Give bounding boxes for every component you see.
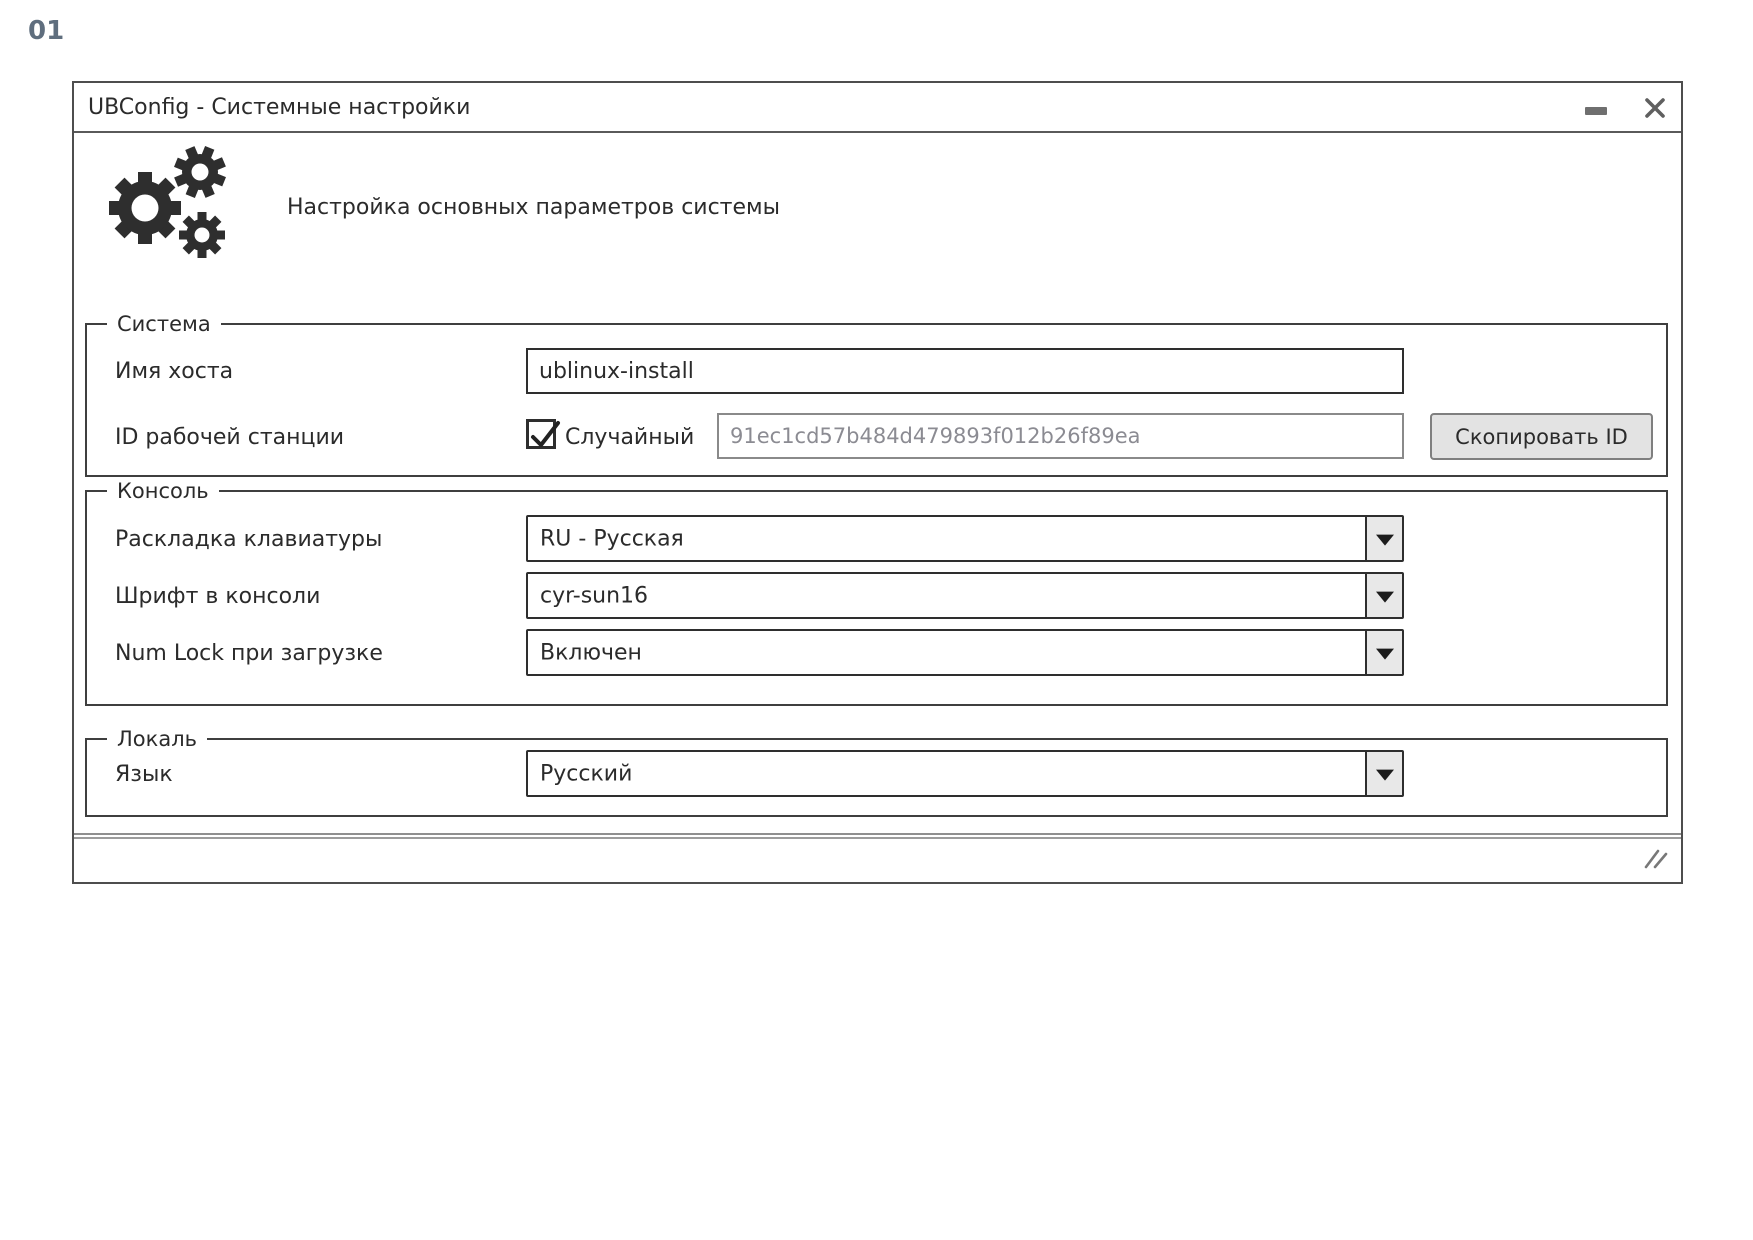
status-bar: [74, 839, 1681, 882]
language-label: Язык: [115, 762, 173, 787]
window-title: UBConfig - Системные настройки: [88, 95, 471, 120]
check-mark-icon: [527, 414, 561, 452]
language-value: Русский: [540, 761, 633, 786]
console-font-dropdown-button[interactable]: [1365, 574, 1402, 617]
workstation-id-input: [717, 413, 1404, 459]
group-console-legend: Консоль: [107, 478, 219, 504]
keyboard-layout-select[interactable]: [526, 515, 1404, 562]
random-id-checkbox-label: Случайный: [565, 425, 695, 450]
resize-grip-icon[interactable]: [1641, 845, 1671, 875]
keyboard-layout-dropdown-button[interactable]: [1365, 517, 1402, 560]
chevron-down-icon: [1376, 534, 1394, 545]
random-id-checkbox[interactable]: [526, 419, 556, 449]
workstation-id-label: ID рабочей станции: [115, 425, 345, 450]
chevron-down-icon: [1376, 591, 1394, 602]
page-number-label: 01: [28, 16, 65, 46]
language-select[interactable]: [526, 750, 1404, 797]
numlock-select[interactable]: [526, 629, 1404, 676]
gears-icon: [105, 146, 229, 264]
group-locale: [85, 727, 1668, 817]
group-console: [85, 479, 1668, 706]
chevron-down-icon: [1376, 769, 1394, 780]
chevron-down-icon: [1376, 648, 1394, 659]
title-bar[interactable]: [74, 83, 1681, 133]
hostname-input[interactable]: [526, 348, 1404, 394]
numlock-dropdown-button[interactable]: [1365, 631, 1402, 674]
console-font-select[interactable]: [526, 572, 1404, 619]
keyboard-layout-value: RU - Русская: [540, 526, 684, 551]
numlock-label: Num Lock при загрузке: [115, 641, 383, 666]
dialog-subtitle: Настройка основных параметров системы: [287, 195, 781, 220]
console-font-label: Шрифт в консоли: [115, 584, 321, 609]
copy-id-button[interactable]: Скопировать ID: [1430, 413, 1653, 460]
minimize-icon[interactable]: [1585, 107, 1607, 115]
close-icon[interactable]: [1643, 96, 1667, 120]
numlock-value: Включен: [540, 640, 642, 665]
ubconfig-window: [72, 81, 1683, 884]
group-system-legend: Система: [107, 311, 221, 337]
group-system: [85, 312, 1668, 477]
keyboard-layout-label: Раскладка клавиатуры: [115, 527, 383, 552]
hostname-label: Имя хоста: [115, 359, 234, 384]
console-font-value: cyr-sun16: [540, 583, 649, 608]
group-locale-legend: Локаль: [107, 726, 207, 752]
language-dropdown-button[interactable]: [1365, 752, 1402, 795]
